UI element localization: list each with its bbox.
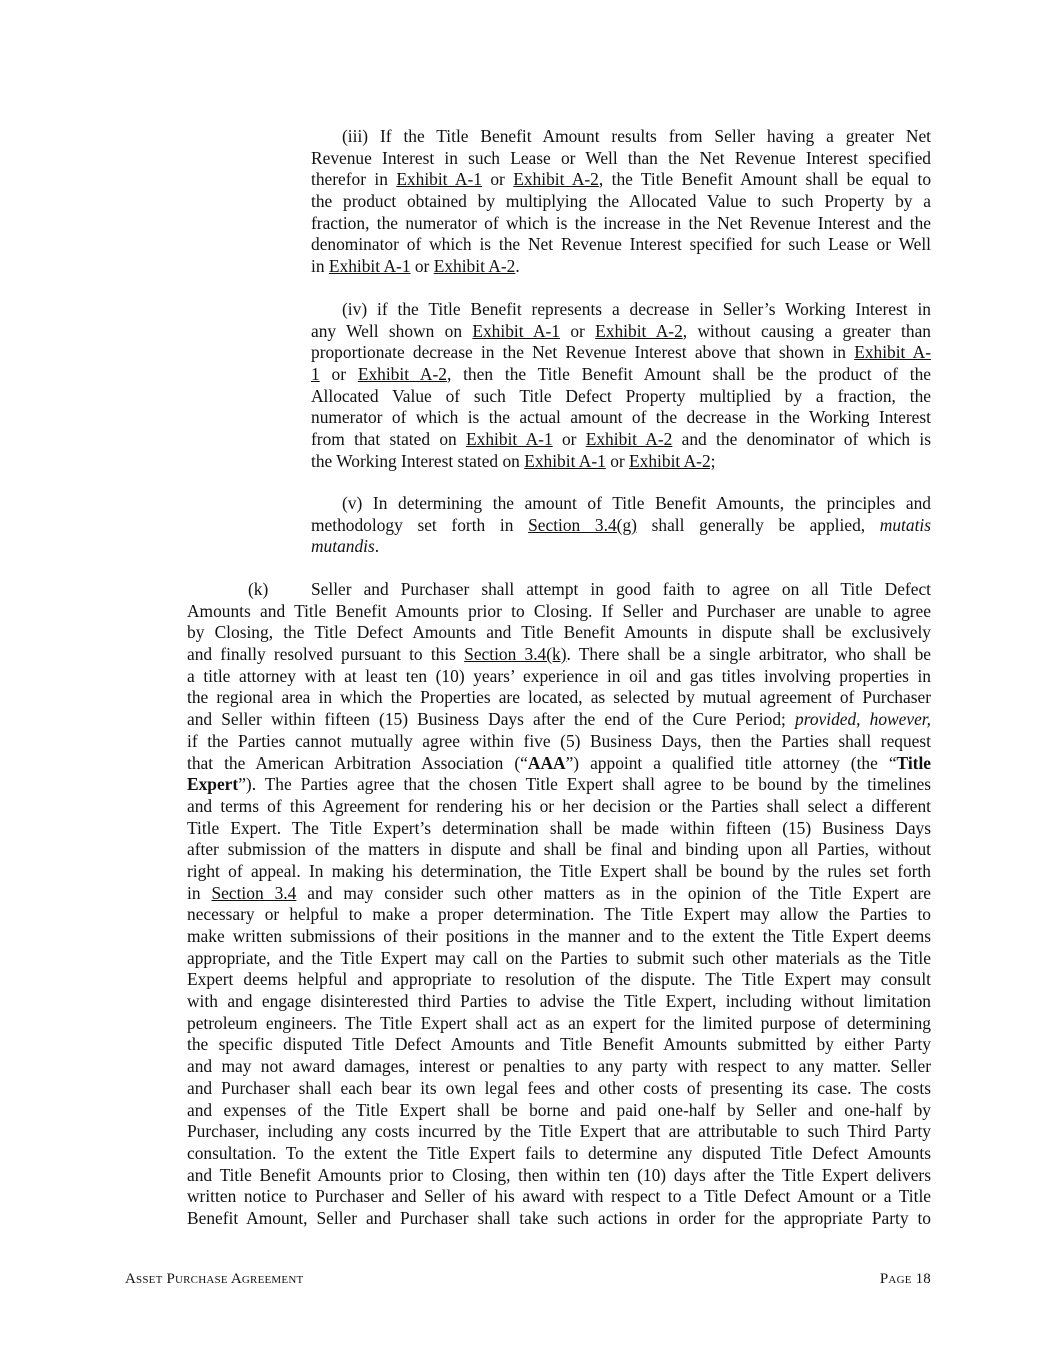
text-line: (iii) If the Title Benefit Amount results from Seller having a greater Net	[342, 126, 931, 146]
exhibit-a1-link[interactable]: Exhibit A-	[854, 342, 931, 363]
text-line: necessary or helpful to make a proper determination. The Title Expert may allow the Parties to	[187, 904, 931, 925]
paragraph-k	[187, 579, 931, 1230]
text-line: Expert”). The Parties agree that the chosen Title Expert shall agree to be bound by the timelines	[187, 774, 931, 795]
text-line: if the Parties cannot mutually agree within five (5) Business Days, then the Parties shall request	[187, 730, 931, 751]
text-line: Allocated Value of such Title Defect Property multiplied by a fraction, the	[311, 385, 931, 406]
text-line: fraction, the numerator of which is the increase in the Net Revenue Interest and the	[311, 212, 931, 233]
text-line: mutandis.	[311, 536, 380, 557]
exhibit-a2-link[interactable]: Exhibit A-2;	[629, 450, 716, 471]
paragraph-iii	[311, 126, 931, 278]
exhibit-a1-link[interactable]: Exhibit A-1	[396, 169, 482, 190]
text-line: Amounts and Title Benefit Amounts prior to Closing. If Seller and Purchaser are unable to agree	[187, 600, 931, 621]
exhibit-a1-link[interactable]: Exhibit A-1	[524, 450, 606, 471]
text-line: any Well shown on Exhibit A-1 or Exhibit A-2, without causing a greater than	[311, 320, 931, 341]
text-line: denominator of which is the Net Revenue Interest specified for such Lease or Well	[311, 234, 931, 255]
text-line: from that stated on Exhibit A-1 or Exhibit A-2 and the denominator of which is	[311, 429, 931, 450]
text-line: Purchaser, including any costs incurred by the Title Expert that are attributable to such Third Party	[187, 1121, 931, 1142]
text-line: and finally resolved pursuant to this Section 3.4(k). There shall be a single arbitrator, who shall be	[187, 644, 931, 665]
exhibit-a2-link[interactable]: Exhibit A-2	[433, 256, 516, 277]
text-line: the regional area in which the Properties are located, as selected by mutual agreement of Purchaser	[187, 687, 931, 708]
paragraph-iv	[311, 299, 931, 473]
text-line: after submission of the matters in dispute and shall be final and binding upon all Parties, without	[187, 839, 931, 860]
text-line: in Exhibit A-1 or Exhibit A-2.	[311, 256, 520, 277]
text-line: Benefit Amount, Seller and Purchaser shall take such actions in order for the appropriate Party to	[187, 1207, 931, 1228]
exhibit-a1-link[interactable]: Exhibit A-1	[328, 256, 411, 277]
text-line: the Working Interest stated on Exhibit A-1 or Exhibit A-2;	[311, 450, 716, 471]
text-line: by Closing, the Title Defect Amounts and Title Benefit Amounts in dispute shall be exclusively	[187, 622, 931, 643]
section-3-4-k-link[interactable]: Section 3.4(k)	[464, 644, 567, 665]
text-line: therefor in Exhibit A-1 or Exhibit A-2, the Title Benefit Amount shall be equal to	[311, 169, 932, 190]
text-line: Expert deems helpful and appropriate to resolution of the dispute. The Title Expert may consult	[187, 969, 931, 990]
text-line: and Seller within fifteen (15) Business Days after the end of the Cure Period; provided, however,	[187, 709, 931, 730]
text-line: that the American Arbitration Association (“AAA”) appoint a qualified title attorney (the “Title	[187, 752, 932, 773]
text-line: with and engage disinterested third Parties to advise the Title Expert, including without limitation	[187, 991, 931, 1012]
text-line: the product obtained by multiplying the Allocated Value to such Property by a	[311, 191, 931, 212]
exhibit-a2-link[interactable]: Exhibit A-2	[595, 320, 683, 341]
text-line: right of appeal. In making his determination, the Title Expert shall be bound by the rules set forth	[187, 860, 931, 881]
section-3-4-link[interactable]: Section 3.4	[211, 882, 297, 903]
text-line: (iv) if the Title Benefit represents a decrease in Seller’s Working Interest in	[342, 299, 931, 319]
exhibit-a2-link[interactable]: Exhibit A-2	[513, 169, 599, 190]
text-line: methodology set forth in Section 3.4(g) shall generally be applied, mutatis	[311, 514, 931, 535]
text-line: (v) In determining the amount of Title Benefit Amounts, the principles and	[342, 493, 931, 513]
text-line: and may not award damages, interest or penalties to any party with respect to any matter. Seller	[187, 1056, 931, 1077]
text-line: and expenses of the Title Expert shall be borne and paid one-half by Seller and one-half by	[187, 1099, 931, 1120]
text-line: proportionate decrease in the Net Revenue Interest above that shown in Exhibit A-	[311, 342, 931, 363]
paragraph-v	[311, 493, 931, 558]
text-line: 1 or Exhibit A-2, then the Title Benefit Amount shall be the product of the	[311, 364, 931, 385]
section-3-4-g-link[interactable]: Section 3.4(g)	[528, 514, 637, 535]
footer-page-number: Page 18	[879, 1271, 931, 1287]
exhibit-a1-link[interactable]: 1	[311, 364, 320, 385]
text-line: the specific disputed Title Defect Amounts and Title Benefit Amounts submitted by either Party	[187, 1034, 931, 1055]
text-line: in Section 3.4 and may consider such other matters as in the opinion of the Title Expert are	[187, 882, 932, 903]
text-line: and Purchaser shall each bear its own legal fees and other costs of presenting its case. The costs	[187, 1077, 931, 1098]
text-line: Title Expert. The Title Expert’s determination shall be made within fifteen (15) Business Days	[187, 817, 931, 838]
text-line: (k) Seller and Purchaser shall attempt in good faith to agree on all Title Defect	[187, 579, 931, 601]
text-line: make written submissions of their positions in the manner and to the extent the Title Expert deems	[187, 926, 931, 946]
text-line: petroleum engineers. The Title Expert shall act as an expert for the limited purpose of determining	[187, 1012, 931, 1033]
exhibit-a2-link[interactable]: Exhibit A-2	[357, 364, 447, 385]
exhibit-a1-link[interactable]: Exhibit A-1	[472, 320, 560, 341]
text-line: and Title Benefit Amounts prior to Closing, then within ten (10) days after the Title Expert delivers	[187, 1164, 931, 1185]
text-line: Revenue Interest in such Lease or Well than the Net Revenue Interest specified	[311, 147, 931, 168]
paragraph-label: (k)	[248, 579, 269, 599]
text-line: appropriate, and the Title Expert may call on the Parties to submit such other materials as the Title	[187, 947, 931, 968]
text-line: and terms of this Agreement for rendering his or her decision or the Parties shall select a different	[187, 795, 931, 816]
exhibit-a2-link[interactable]: Exhibit A-2	[585, 429, 673, 450]
text-line: numerator of which is the actual amount of the decrease in the Working Interest	[311, 407, 931, 428]
footer-document-title: Asset Purchase Agreement	[125, 1271, 304, 1287]
text-line: consultation. To the extent the Title Expert fails to determine any disputed Title Defect Amounts	[187, 1142, 931, 1163]
text-line: a title attorney with at least ten (10) years’ experience in oil and gas titles involving properties in	[187, 665, 931, 686]
exhibit-a1-link[interactable]: Exhibit A-1	[466, 429, 553, 450]
text-line: written notice to Purchaser and Seller of his award with respect to a Title Defect Amount or a Title	[187, 1186, 931, 1207]
